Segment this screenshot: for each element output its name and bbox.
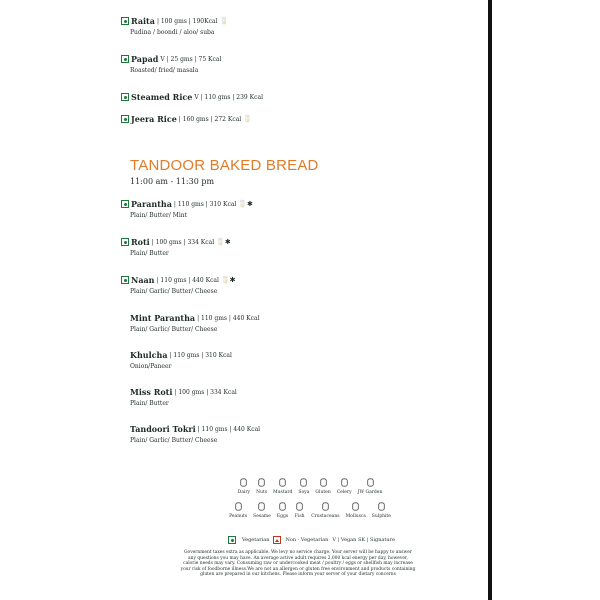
allergen-label: Sesame: [253, 514, 271, 519]
allergen-label: Celery: [336, 490, 352, 495]
item-meta: | 110 gms | 310 Kcal: [169, 351, 232, 359]
allergen-dairy: [238, 477, 250, 495]
item-meta: | 110 gms | 440 Kcal: [197, 425, 261, 433]
diet-legend: [228, 536, 395, 544]
allergen-peanuts: [229, 501, 247, 519]
soya-icon: [298, 477, 309, 490]
dairy-icon: [238, 477, 249, 490]
veg-icon: [121, 93, 129, 101]
menu-item: [121, 54, 221, 74]
item-description: Plain/ Garlic/ Butter/ Cheese: [130, 437, 218, 444]
veg-icon: [121, 276, 129, 284]
item-name: Mint Parantha: [130, 313, 196, 323]
item-description: Plain/ Butter: [130, 400, 169, 407]
item-name: Jeera Rice: [131, 114, 177, 124]
section-time: 11:00 am - 11:30 pm: [130, 177, 215, 186]
item-name: Tandoori Tokri: [130, 424, 196, 434]
veg-icon: [121, 238, 129, 246]
item-meta: V | 25 gms | 75 Kcal: [160, 55, 222, 63]
allergen-molluscs: [346, 501, 366, 519]
menu-item: [121, 92, 263, 102]
allergen-label: Eggs: [276, 514, 289, 519]
allergen-jw-garden: [358, 477, 383, 495]
peanuts-icon: [233, 501, 244, 514]
item-name: Papad: [131, 54, 159, 64]
allergen-eggs: [277, 501, 288, 519]
menu-item: [130, 350, 232, 370]
menu-item: [130, 313, 260, 333]
sulphite-icon: [376, 501, 387, 514]
allergen-label: Dairy: [237, 490, 251, 495]
item-description: Plain/ Garlic/ Butter/ Cheese: [130, 326, 218, 333]
menu-item: [121, 114, 252, 124]
item-description: Plain/ Butter: [130, 250, 169, 257]
allergen-crustaceans: [311, 501, 339, 519]
item-meta: | 110 gms | 310 Kcal: [173, 200, 237, 208]
item-description: Plain/ Butter/ Mint: [130, 212, 188, 219]
veg-icon: [121, 115, 129, 123]
item-meta: | 100 gms | 334 Kcal: [151, 238, 215, 246]
molluscs-icon: [350, 501, 361, 514]
item-description: Onion/Paneer: [130, 363, 172, 370]
jw-garden-icon: [365, 477, 376, 490]
menu-item: [121, 199, 253, 219]
allergen-gluten: [315, 477, 330, 495]
allergen-fish: [294, 501, 305, 519]
allergen-tags: 🥛: [219, 17, 229, 25]
item-name: Raita: [131, 16, 155, 26]
item-description: Roasted/ fried/ masala: [130, 67, 199, 74]
item-meta: V | 110 gms | 239 Kcal: [194, 93, 263, 101]
allergen-label: Molluscs: [345, 514, 366, 519]
allergen-legend: [210, 477, 410, 525]
allergen-label: Fish: [294, 514, 305, 519]
menu-item: [121, 275, 236, 295]
item-meta: | 160 gms | 272 Kcal: [178, 115, 242, 123]
menu-item: [130, 424, 260, 444]
menu-item: [121, 16, 228, 36]
item-name: Steamed Rice: [131, 92, 193, 102]
menu-item: [121, 237, 231, 257]
veg-icon: [228, 536, 236, 544]
item-name: Miss Roti: [130, 387, 173, 397]
allergen-soya: [298, 477, 309, 495]
celery-icon: [339, 477, 350, 490]
sesame-icon: [256, 501, 267, 514]
allergen-tags: 🥛✱: [220, 276, 236, 284]
menu-item: [130, 387, 237, 407]
item-meta: | 100 gms | 334 Kcal: [174, 388, 237, 396]
veg-icon: [121, 200, 129, 208]
allergen-label: Crustaceans: [311, 514, 340, 519]
gluten-icon: [318, 477, 329, 490]
disclaimer: Government taxes extra as applicable. We levy no service charge. Your server will be happy to answer any questions you may have. An average active adult requires 2,000 kcal energy per day, however, calorie needs may vary. Consuming raw or undercooked meat / poultry / eggs or shellfish may increase your risk of foodborne illness.We are not an allergen or gluten free environment and products containing gluten are prepared in our kitchens. Please inform your server of your dietary concerns: [180, 550, 416, 577]
allergen-tags: 🥛✱: [216, 238, 231, 246]
mustard-icon: [277, 477, 288, 490]
legend-rest: V | Vegan SK | Signature: [332, 537, 395, 543]
item-meta: | 110 gms | 440 Kcal: [197, 314, 260, 322]
nonveg-icon: [273, 536, 281, 544]
legend-nonveg: Non - Vegetarian: [285, 537, 329, 543]
allergen-mustard: [273, 477, 292, 495]
allergen-sesame: [253, 501, 271, 519]
item-name: Khulcha: [130, 350, 168, 360]
item-description: Pudina / boondi / aloo/ suba: [130, 29, 215, 36]
allergen-label: Soya: [298, 490, 310, 495]
veg-icon: [121, 55, 129, 63]
item-name: Naan: [131, 275, 155, 285]
veg-icon: [121, 17, 129, 25]
allergen-label: Sulphite: [371, 514, 391, 519]
section-title: TANDOOR BAKED BREAD: [130, 157, 319, 174]
allergen-sulphite: [372, 501, 391, 519]
item-meta: | 100 gms | 190Kcal: [156, 17, 218, 25]
allergen-nuts: [256, 477, 267, 495]
item-meta: | 110 gms | 440 Kcal: [156, 276, 219, 284]
eggs-icon: [277, 501, 288, 514]
allergen-label: JW Garden: [357, 490, 383, 495]
item-name: Roti: [131, 237, 150, 247]
nuts-icon: [256, 477, 267, 490]
allergen-tags: 🥛✱: [238, 200, 253, 208]
item-description: Plain/ Garlic/ Butter/ Cheese: [130, 288, 218, 295]
allergen-tags: 🥛: [243, 115, 252, 123]
fish-icon: [294, 501, 305, 514]
page-right-border: [488, 0, 492, 600]
item-name: Parantha: [131, 199, 172, 209]
allergen-label: Gluten: [315, 490, 331, 495]
allergen-label: Peanuts: [229, 514, 248, 519]
legend-veg: Vegetarian: [242, 537, 270, 543]
crustaceans-icon: [320, 501, 331, 514]
allergen-celery: [337, 477, 352, 495]
allergen-label: Mustard: [273, 490, 293, 495]
allergen-label: Nuts: [256, 490, 268, 495]
